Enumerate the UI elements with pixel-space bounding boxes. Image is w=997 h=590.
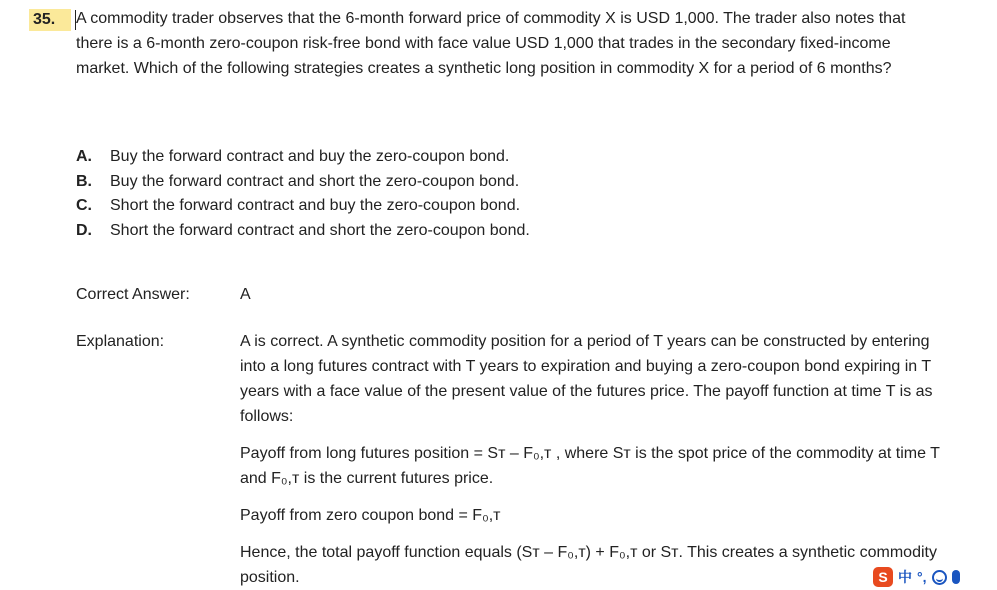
question-number: 35. (29, 9, 71, 31)
explanation-paragraph: Hence, the total payoff function equals (Sᴛ – F₀,ᴛ) + F₀,ᴛ or Sᴛ. This creates a synthetic commodity position. (240, 544, 937, 586)
option-c (76, 194, 776, 219)
option-text: Buy the forward contract and buy the zero-coupon bond. (110, 148, 510, 165)
option-a (76, 145, 776, 170)
option-text: Short the forward contract and buy the zero-coupon bond. (110, 197, 521, 215)
sogou-logo-icon[interactable]: S (873, 567, 893, 587)
option-letter: B. (76, 172, 92, 190)
ime-toolbar[interactable] (873, 566, 997, 588)
explanation-label: Explanation: (76, 333, 165, 350)
explanation-paragraph: Payoff from long futures position = Sᴛ – F₀,ᴛ , where Sᴛ is the spot price of the commodity at time T and F₀,ᴛ is the current futures price. (240, 445, 940, 487)
correct-answer-value: A (240, 286, 251, 303)
chinese-mode-toggle[interactable]: 中 (898, 569, 912, 585)
answer-options (76, 145, 776, 244)
correct-answer-label: Correct Answer: (76, 286, 190, 303)
microphone-icon[interactable] (952, 570, 960, 584)
option-b (76, 170, 776, 195)
question-stem: A commodity trader observes that the 6-month forward price of commodity X is USD 1,000. The trader also notes that there is a 6-month zero-coupon risk-free bond with face value USD 1,000 that trades in the secondary fixed-income market. Which of the following strategies creates a synthetic long position in commodity X for a period of 6 months? (76, 10, 906, 77)
emoji-icon[interactable] (932, 570, 947, 585)
option-text: Buy the forward contract and short the zero-coupon bond. (110, 172, 520, 190)
option-text: Short the forward contract and short the zero-coupon bond. (110, 222, 530, 240)
explanation-paragraph: A is correct. A synthetic commodity position for a period of T years can be constructed by entering into a long futures contract with T years to expiration and buying a zero-coupon bond expiring in T years with a face value of the present value of the futures price. The payoff function at time T is as follows: (240, 333, 933, 425)
option-d (76, 219, 776, 244)
option-letter: C. (76, 197, 92, 215)
explanation-body (240, 329, 950, 590)
option-letter: D. (76, 222, 92, 240)
option-letter: A. (76, 148, 92, 165)
explanation-paragraph: Payoff from zero coupon bond = F₀,ᴛ (240, 507, 501, 524)
punctuation-toggle[interactable]: °, (917, 569, 927, 585)
